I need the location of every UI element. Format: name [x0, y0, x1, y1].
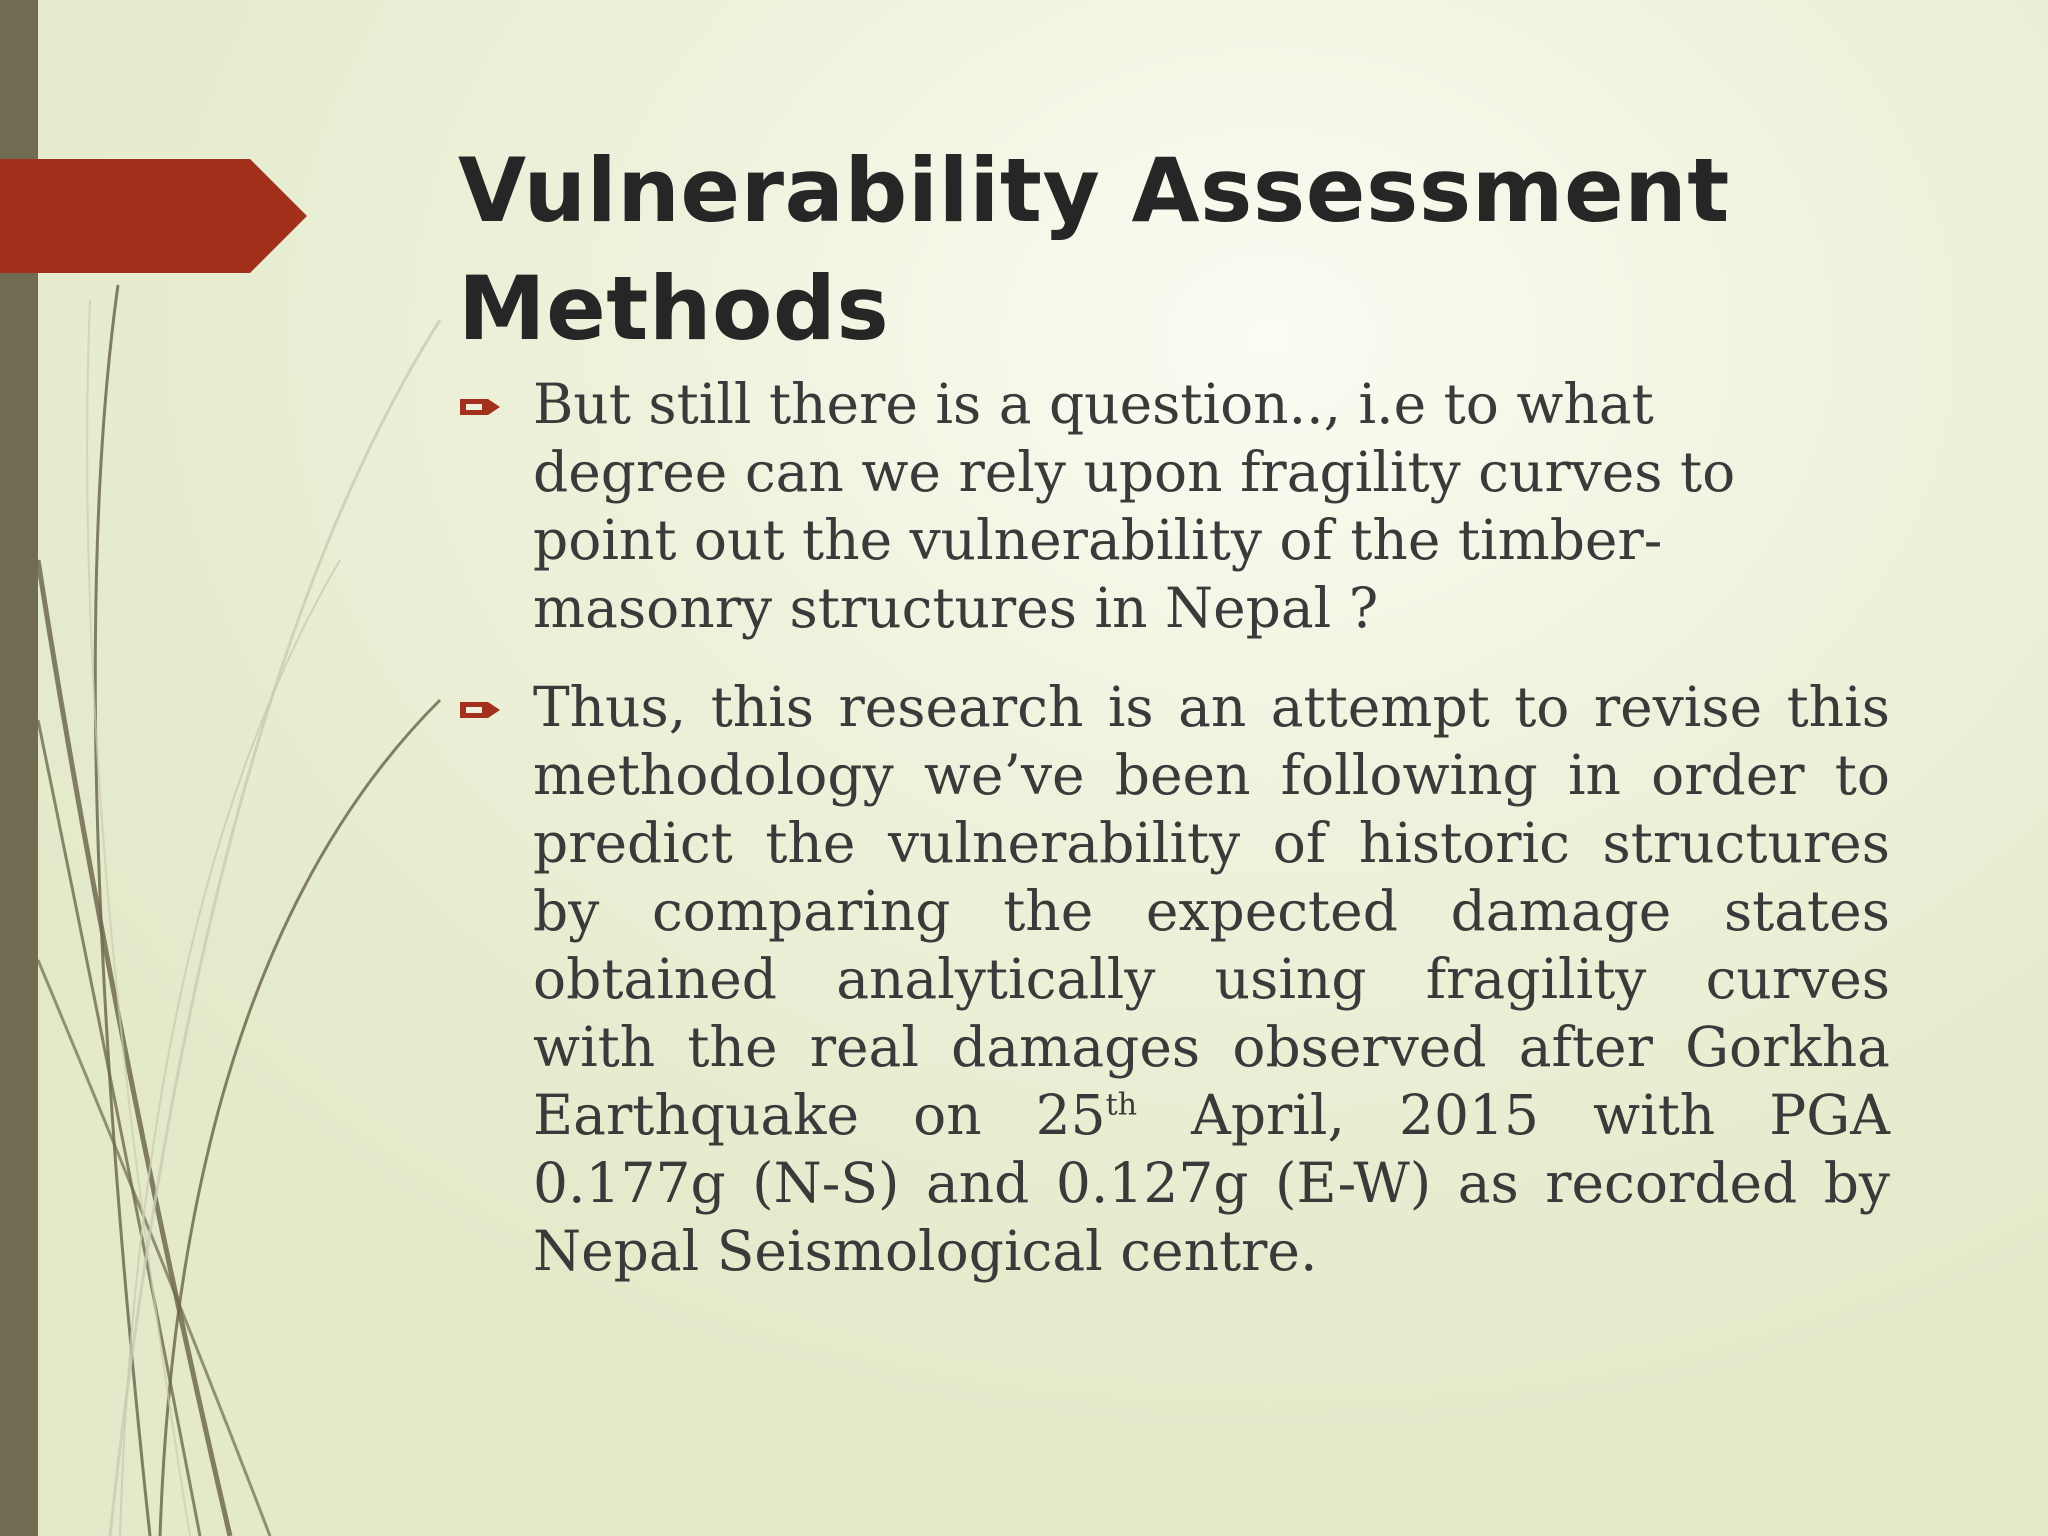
bullet-2-line-2: methodology we’ve been following in order to	[533, 743, 1890, 807]
bullet-1-line-2: degree can we rely upon fragility curves to	[533, 440, 1736, 504]
red-arrow-tab	[0, 159, 307, 273]
title-line-2: Methods	[458, 257, 890, 360]
bullet-1-line-4: masonry structures in Nepal ?	[533, 576, 1379, 640]
bullet-2-line-5: obtained analytically using fragility curves	[533, 947, 1890, 1011]
bullet-1-line-1: But still there is a question.., i.e to what	[533, 372, 1654, 436]
bullet-2-line-1: Thus, this research is an attempt to revise this	[533, 675, 1890, 739]
bullet-2-line-6: with the real damages observed after Gorkha	[533, 1015, 1890, 1079]
title-line-1: Vulnerability Assessment	[458, 139, 1730, 242]
bullet-2-line-7: Earthquake on 25th April, 2015 with PGA	[533, 1083, 1890, 1147]
bullet-1-line-3: point out the vulnerability of the timber-	[533, 508, 1663, 572]
bullet-2-line-9: Nepal Seismological centre.	[533, 1219, 1318, 1283]
bullet-item-question	[458, 370, 1890, 642]
slide-title	[458, 132, 1938, 368]
bullet-2-line-4: by comparing the expected damage states	[533, 879, 1890, 943]
arrow-right-icon	[458, 395, 502, 419]
bullet-2-line-8: 0.177g (N-S) and 0.127g (E-W) as recorded by	[533, 1151, 1890, 1215]
bullet-item-research	[458, 673, 1890, 1285]
bullet-2-line-3: predict the vulnerability of historic structures	[533, 811, 1890, 875]
bullet-list	[458, 370, 1890, 1285]
arrow-right-icon	[458, 698, 502, 722]
